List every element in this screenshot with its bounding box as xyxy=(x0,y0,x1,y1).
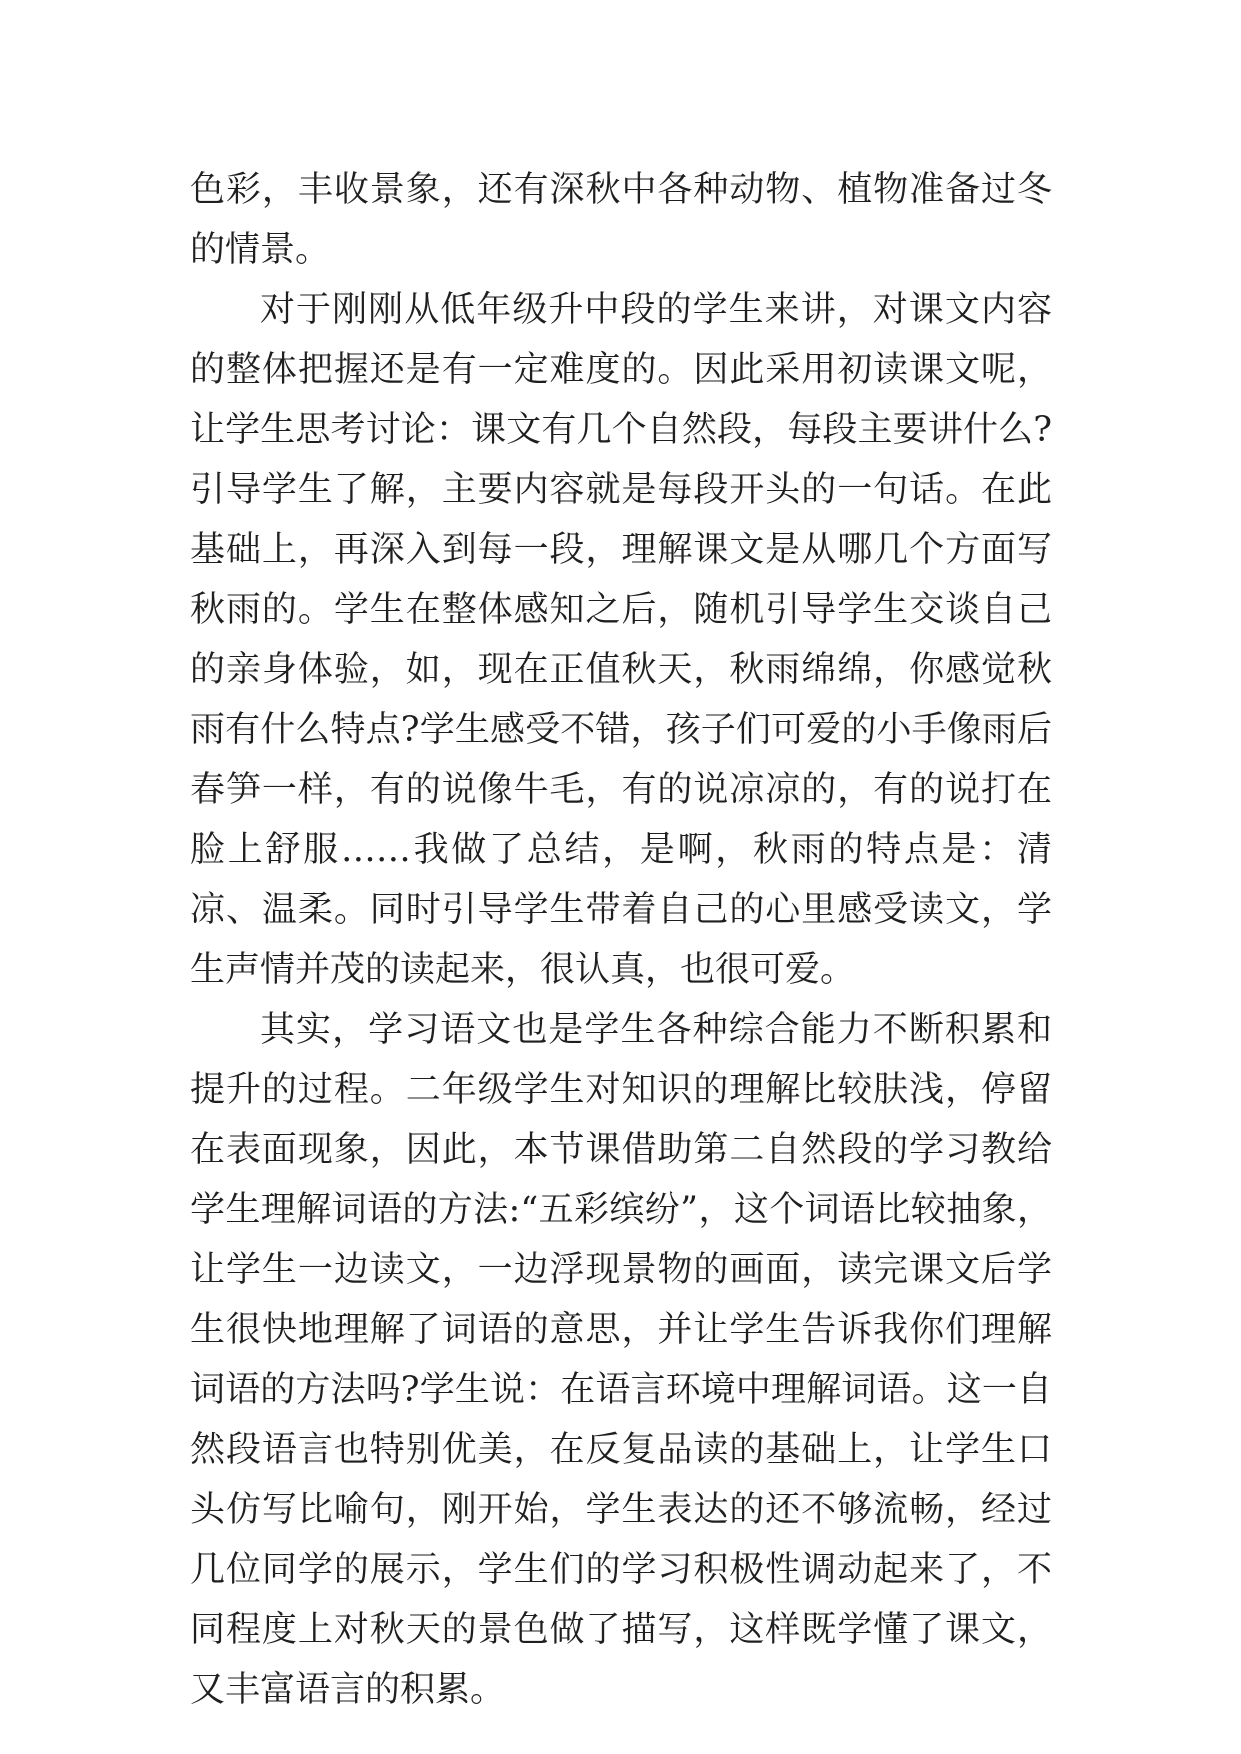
body-text xyxy=(190,160,1052,1720)
paragraph-teaching-approach: 对于刚刚从低年级升中段的学生来讲，对课文内容的整体把握还是有一定难度的。因此采用初读课文呢，让学生思考讨论：课文有几个自然段，每段主要讲什么?引导学生了解，主要内容就是每段开头的一句话。在此基础上，再深入到每一段，理解课文是从哪几个方面写秋雨的。学生在整体感知之后，随机引导学生交谈自己的亲身体验，如，现在正值秋天，秋雨绵绵，你感觉秋雨有什么特点?学生感受不错，孩子们可爱的小手像雨后春笋一样，有的说像牛毛，有的说凉凉的，有的说打在脸上舒服……我做了总结，是啊，秋雨的特点是：清凉、温柔。同时引导学生带着自己的心里感受读文，学生声情并茂的读起来，很认真，也很可爱。 xyxy=(190,290,1052,990)
paragraph-continuation: 色彩，丰收景象，还有深秋中各种动物、植物准备过冬的情景。 xyxy=(190,170,1052,270)
paragraph-vocabulary-learning: 其实，学习语文也是学生各种综合能力不断积累和提升的过程。二年级学生对知识的理解比较肤浅，停留在表面现象，因此，本节课借助第二自然段的学习教给学生理解词语的方法:“五彩缤纷”，这个词语比较抽象，让学生一边读文，一边浮现景物的画面，读完课文后学生很快地理解了词语的意思，并让学生告诉我你们理解词语的方法吗?学生说：在语言环境中理解词语。这一自然段语言也特别优美，在反复品读的基础上，让学生口头仿写比喻句，刚开始，学生表达的还不够流畅，经过几位同学的展示，学生们的学习积极性调动起来了，不同程度上对秋天的景色做了描写，这样既学懂了课文，又丰富语言的积累。 xyxy=(190,1010,1052,1710)
